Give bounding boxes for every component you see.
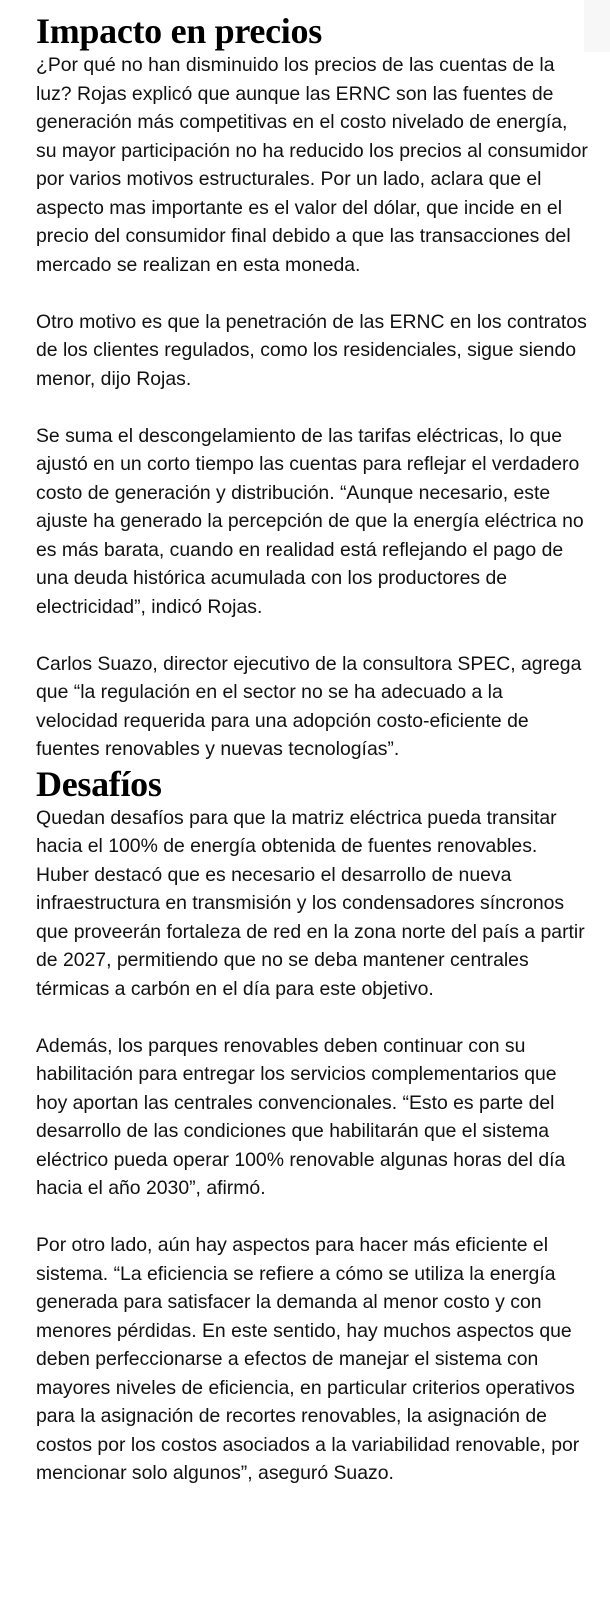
paragraph: Por otro lado, aún hay aspectos para hacer más eficiente el sistema. “La eficiencia se refiere a cómo se utiliza la energía generada para satisfacer la demanda al menor costo y con menores pérdidas. En este sentido, hay muchos aspectos que deben perfeccionarse a efectos de manejar el sistema con mayores niveles de eficiencia, en particular criterios operativos para la asignación de recortes renovables, la asignación de costos por los costos asociados a la variabilidad renovable, por mencionar solo algunos”, aseguró Suazo. [36, 1234, 580, 1484]
paragraph: Además, los parques renovables deben continuar con su habilitación para entregar los servicios complementarios que hoy aportan las centrales convencionales. “Esto es parte del desarrollo de las condiciones que habilitarán que el sistema eléctrico pueda operar 100% renovable algunas horas del día hacia el año 2030”, afirmó. [36, 1034, 566, 1199]
section-impacto-en-precios [36, 0, 588, 764]
paragraph: Quedan desafíos para que la matriz eléctrica pueda transitar hacia el 100% de energía obtenida de fuentes renovables. Huber destacó que es necesario el desarrollo de nueva infraestructura en transmisión y los condensadores síncronos que proveerán fortaleza de red en la zona norte del país a partir de 2027, permitiendo que no se deba mantener centrales térmicas a carbón en el día para este objetivo. [36, 806, 585, 1000]
paragraph: Otro motivo es que la penetración de las ERNC en los contratos de los clientes regulados, como los residenciales, sigue siendo menor, dijo Rojas. [36, 310, 587, 390]
article-body [36, 0, 588, 1488]
paragraph: Carlos Suazo, director ejecutivo de la consultora SPEC, agrega que “la regulación en el sector no se ha adecuado a la velocidad requerida para una adopción costo-eficiente de fuentes renovables y nuevas tecnologías”. [36, 652, 582, 760]
section-desafios [36, 764, 588, 1488]
paragraph: ¿Por qué no han disminuido los precios de las cuentas de la luz? Rojas explicó que aunque las ERNC son las fuentes de generación más competitivas en el costo nivelado de energía, su mayor participación no ha reducido los precios al consumidor por varios motivos estructurales. Por un lado, aclara que el aspecto mas importante es el valor del dólar, que incide en el precio del consumidor final debido a que las transacciones del mercado se realizan en esta moneda. [36, 54, 588, 276]
section-heading: Desafíos [36, 763, 162, 804]
section-heading: Impacto en precios [36, 11, 322, 51]
paragraph: Se suma el descongelamiento de las tarifas eléctricas, lo que ajustó en un corto tiempo las cuentas para reflejar el verdadero costo de generación y distribución. “Aunque necesario, este ajuste ha generado la percepción de que la energía eléctrica no es más barata, cuando en realidad está reflejando el pago de una deuda histórica acumulada con los productores de electricidad”, indicó Rojas. [36, 424, 584, 618]
